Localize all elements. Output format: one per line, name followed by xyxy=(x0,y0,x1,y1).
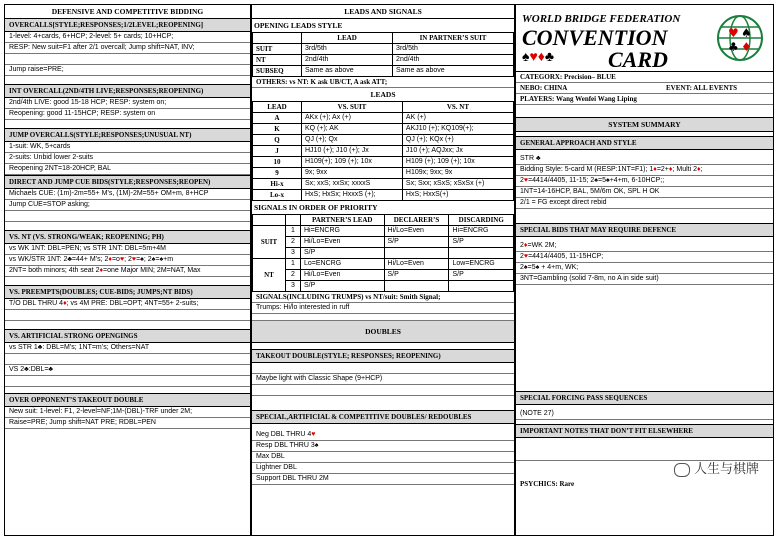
text-line: Maybe light with Classic Shape (9+HCP) xyxy=(252,374,514,385)
int-overcall-lines xyxy=(5,98,250,120)
table-cell: 9 xyxy=(253,168,302,179)
vs-preempts-header: VS. PREEMPTS(DOUBLES; CUE-BIDS; JUMPS;NT BIDS) xyxy=(5,285,250,299)
signal-cell: S/P xyxy=(301,281,385,292)
table-cell: QJ (+); KQx (+) xyxy=(402,135,513,146)
leads-table xyxy=(252,101,514,201)
overcalls-header: OVERCALLS[STYLE;RESPONSES;1/2LEVEL;REOPENING] xyxy=(5,18,250,32)
table-row xyxy=(253,157,514,168)
nbo-event-line xyxy=(516,83,773,94)
table-cell: HJ10 (+); J10 (+); Jx xyxy=(302,146,403,157)
text-line: Jump raise=PRE; xyxy=(5,65,250,76)
text-line: Neg DBL THRU 4♥ xyxy=(252,430,514,441)
signal-cell xyxy=(384,281,449,292)
table-cell: HxS; HxSx; HxxxS (+); xyxy=(302,190,403,201)
table-row xyxy=(253,66,514,77)
col1-title: DEFENSIVE AND COMPETITIVE BIDDING xyxy=(51,7,204,16)
text-line xyxy=(5,376,250,387)
table-cell: KQ (+); AK xyxy=(302,124,403,135)
signal-cell: 3 xyxy=(286,281,301,292)
special-bids-lines xyxy=(516,241,773,285)
card-title: CARD xyxy=(608,47,668,72)
table-cell: H109 (+); 109 (+); 10x xyxy=(402,157,513,168)
table-cell: 2nd/4th xyxy=(393,55,514,66)
sig-head-2: PARTNER’S LEAD xyxy=(301,215,385,226)
table-cell: NT xyxy=(253,55,302,66)
wbf-globe-icon xyxy=(715,13,765,63)
text-line: Max DBL xyxy=(252,452,514,463)
leads-signals-column xyxy=(251,4,515,536)
table-cell: Hi-x xyxy=(253,179,302,190)
jump-overcalls-lines xyxy=(5,142,250,175)
watermark-text: 人生与棋牌 xyxy=(693,462,759,477)
text-line: Reopening: good 11-15HCP; RESP: system on xyxy=(5,109,250,120)
text-line: 2♥=4414/4405, 11-15; 2♠=5♠+4+m, 6-10HCP;; xyxy=(516,176,773,187)
table-cell: 3rd/5th xyxy=(302,44,393,55)
text-line xyxy=(5,354,250,365)
signal-row xyxy=(253,270,514,281)
signals-title: SIGNALS IN ORDER OF PRIORITY xyxy=(254,203,378,212)
table-cell: AKJ10 (+); KQ109(+); xyxy=(402,124,513,135)
sig-head-4: DISCARDING xyxy=(449,215,514,226)
text-line: Reopening 2NT=18-20HCP, BAL xyxy=(5,164,250,175)
table-row xyxy=(253,190,514,201)
signals-including-trumps: SIGNALS(INCLUDING TRUMPS) vs NT/suit: Smith Signal; xyxy=(252,292,514,303)
signal-row xyxy=(253,248,514,259)
text-line: Raise=PRE; Jump shift=NAT PRE; RDBL=PEN xyxy=(5,418,250,429)
table-row xyxy=(253,113,514,124)
nbo-text: NEBO: CHINA xyxy=(520,84,568,92)
text-line: RESP: New suit=F1 after 2/1 overcall; Jump shift=NAT, INV; xyxy=(5,43,250,54)
signal-cell: Lo=ENCRG xyxy=(301,259,385,270)
table-row xyxy=(253,124,514,135)
table-cell: 3rd/5th xyxy=(393,44,514,55)
text-line xyxy=(5,54,250,65)
special-doubles-lines xyxy=(252,430,514,485)
signal-cell: Hi/Lo=Even xyxy=(384,226,449,237)
signal-row xyxy=(253,226,514,237)
watermark xyxy=(516,461,773,479)
text-line: vs STR 1♣: DBL=M’s; 1NT=m’s; Others=NAT xyxy=(5,343,250,354)
table-cell: AK (+) xyxy=(402,113,513,124)
leads-head-1: VS. SUIT xyxy=(302,102,403,113)
text-line: (NOTE 27) xyxy=(516,409,773,420)
table-cell: Same as above xyxy=(302,66,393,77)
signal-row xyxy=(253,237,514,248)
others-line: OTHERS: vs NT: K ask UB/CT, A ask ATT; xyxy=(252,77,514,88)
sig-nt-rows xyxy=(253,259,514,292)
cue-bids-lines xyxy=(5,189,250,222)
signal-group-label: NT xyxy=(253,259,286,292)
signal-cell: Low=ENCRG xyxy=(449,259,514,270)
svg-text:♣: ♣ xyxy=(728,40,739,54)
vs-nt-header: VS. NT (VS. STRONG/WEAK; REOPENING; PH) xyxy=(5,230,250,244)
text-line: VS 2♣:DBL=♣ xyxy=(5,365,250,376)
text-line xyxy=(252,385,514,396)
signal-cell: Hi/Lo=Even xyxy=(301,237,385,248)
table-row xyxy=(253,135,514,146)
text-line: 2/1 = FG except direct rebid xyxy=(516,198,773,209)
psychics-line: PSYCHICS: Rare xyxy=(520,480,575,488)
event-text: EVENT: ALL EVENTS xyxy=(666,84,738,92)
table-row xyxy=(253,55,514,66)
signal-cell: 2 xyxy=(286,237,301,248)
table-row xyxy=(253,179,514,190)
text-line: vs WK/STR 1NT: 2♣=44+ M’s; 2♦=o♥; 2♥=♠; 2♠=♠+m xyxy=(5,255,250,266)
special-bids-header: SPECIAL BIDS THAT MAY REQUIRE DEFENCE xyxy=(516,223,773,237)
text-line xyxy=(252,363,514,374)
text-line: 1-level: 4+cards, 6+HCP; 2-level: 5+ cards; 10+HCP; xyxy=(5,32,250,43)
text-line: New suit: 1-level: F1, 2-level=NF;1M-(DBL)-TRF under 2M; xyxy=(5,407,250,418)
signal-row xyxy=(253,259,514,270)
table-cell: H109(+); 109 (+); 10x xyxy=(302,157,403,168)
signal-cell: 1 xyxy=(286,226,301,237)
col2-title: LEADS AND SIGNALS xyxy=(252,5,514,19)
text-line: Jump CUE=STOP asking; xyxy=(5,200,250,211)
signal-cell: S/P xyxy=(449,237,514,248)
text-line: 2♥=4414/4405, 11-15HCP; xyxy=(516,252,773,263)
table-cell: A xyxy=(253,113,302,124)
text-line: 2NT= both minors; 4th seat 2♦=one Major MIN; 2M=NAT, Max xyxy=(5,266,250,277)
text-line: 3NT=Gambling (solid 7-8m, no A in side suit) xyxy=(516,274,773,285)
forcing-pass-header: SPECIAL FORCING PASS SEQUENCES xyxy=(516,391,773,405)
signal-row xyxy=(253,281,514,292)
players-line: PLAYERS: Wang Wenfei Wang Liping xyxy=(516,94,773,105)
table-cell: SUIT xyxy=(253,44,302,55)
table-cell: SUBSEQ xyxy=(253,66,302,77)
table-row xyxy=(253,168,514,179)
sig-head-0 xyxy=(253,215,286,226)
table-row xyxy=(253,44,514,55)
ols-head-1: LEAD xyxy=(302,33,393,44)
signal-cell: Hi/Lo=Even xyxy=(301,270,385,281)
defensive-bidding-column xyxy=(4,4,251,536)
general-approach-header: GENERAL APPROACH AND STYLE xyxy=(516,136,773,150)
text-line: T/O DBL THRU 4♦; vs 4M PRE: DBL=OPT; 4NT=55+ 2-suits; xyxy=(5,299,250,310)
signal-group-label: SUIT xyxy=(253,226,286,259)
svg-text:♠: ♠ xyxy=(741,26,752,40)
sig-head-3: DECLARER’S xyxy=(384,215,449,226)
system-summary-column xyxy=(515,4,774,536)
takeout-double-header: OVER OPPONENT’S TAKEOUT DOUBLE xyxy=(5,393,250,407)
svg-text:♥: ♥ xyxy=(728,26,739,40)
jump-overcalls-header: JUMP OVERCALLS(STYLE;RESPONSES;UNUSUAL NT) xyxy=(5,128,250,142)
vs-nt-lines xyxy=(5,244,250,277)
text-line: Support DBL THRU 2M xyxy=(252,474,514,485)
text-line: 2♦=WK 2M; xyxy=(516,241,773,252)
vs-preempts-lines xyxy=(5,299,250,321)
opening-leads-table xyxy=(252,32,514,77)
table-cell: Lo-x xyxy=(253,190,302,201)
signal-cell: S/P xyxy=(301,248,385,259)
table-cell: 2nd/4th xyxy=(302,55,393,66)
table-cell: Sx; Sxx; xSxS; xSxSx (+) xyxy=(402,179,513,190)
wbf-logo-area xyxy=(516,5,773,72)
signal-cell: S/P xyxy=(449,270,514,281)
category-line: CATEGORX: Precision– BLUE xyxy=(516,72,773,83)
vs-artificial-header: VS. ARTIFICIAL STRONG OPENGINGS xyxy=(5,329,250,343)
cue-bids-header: DIRECT AND JUMP CUE BIDS(STYLE;RESPONSES;REOPEN) xyxy=(5,175,250,189)
signal-cell: Hi/Lo=Even xyxy=(384,259,449,270)
wbf-title: WORLD BRIDGE FEDERATION xyxy=(522,13,681,25)
leads-title: LEADS xyxy=(370,90,396,99)
vs-artificial-lines xyxy=(5,343,250,387)
table-cell: K xyxy=(253,124,302,135)
table-cell: AKx (+); Ax (+) xyxy=(302,113,403,124)
sig-head-1 xyxy=(286,215,301,226)
overcalls-lines xyxy=(5,32,250,76)
forcing-pass-lines xyxy=(516,409,773,420)
text-line: 1-suit: WK, 5+cards xyxy=(5,142,250,153)
table-cell: QJ (+); Qx xyxy=(302,135,403,146)
takeout-double-lines xyxy=(5,407,250,429)
text-line: 2♠=5♠ + 4+m, WK; xyxy=(516,263,773,274)
opening-leads-title: OPENING LEADS STYLE xyxy=(254,21,343,30)
text-line: Bidding Style: 5-card M (RESP:1NT=F1); 1♦=2+♦; Multi 2♦; xyxy=(516,165,773,176)
signals-table xyxy=(252,214,514,292)
text-line: vs WK 1NT: DBL=PEN; vs STR 1NT: DBL=5m+4M xyxy=(5,244,250,255)
convention-title: CONVENTION xyxy=(522,25,668,50)
signal-cell: 1 xyxy=(286,259,301,270)
signal-cell: 3 xyxy=(286,248,301,259)
table-row xyxy=(253,146,514,157)
table-cell: Sx; xxS; xxSx; xxxxS xyxy=(302,179,403,190)
text-line: STR ♣ xyxy=(516,154,773,165)
important-notes-header: IMPORTANT NOTES THAT DON’T FIT ELSEWHERE xyxy=(516,424,773,438)
leads-rows xyxy=(253,113,514,201)
signal-cell: 2 xyxy=(286,270,301,281)
sig-suit-rows xyxy=(253,226,514,259)
special-doubles-header: SPECIAL,ARTIFICIAL & COMPETITIVE DOUBLES/ REDOUBLES xyxy=(252,410,514,424)
text-line: Resp DBL THRU 3♠ xyxy=(252,441,514,452)
table-cell: J xyxy=(253,146,302,157)
signal-cell xyxy=(449,281,514,292)
signal-cell: Hi=ENCRG xyxy=(449,226,514,237)
table-cell: 10 xyxy=(253,157,302,168)
suit-symbols: ♠♥♦♣ xyxy=(522,50,555,65)
table-cell: HxS; HxxS(+) xyxy=(402,190,513,201)
text-line: 1NT=14-16HCP, BAL, 5M/6m OK, SPL H OK xyxy=(516,187,773,198)
general-approach-lines xyxy=(516,154,773,209)
text-line: Michaels CUE: (1m)-2m=55+ M’s, (1M)-2M=55+ OM+m, 8+HCP xyxy=(5,189,250,200)
signal-cell: S/P xyxy=(384,237,449,248)
signal-cell xyxy=(384,248,449,259)
text-line: 2-suits: Unbid lower 2-suits xyxy=(5,153,250,164)
table-cell: J10 (+); AQJxx; Jx xyxy=(402,146,513,157)
text-line: Lightner DBL xyxy=(252,463,514,474)
text-line xyxy=(5,310,250,321)
int-overcall-header: INT OVERCALL(2ND/4TH LIVE;RESPONSES;REOPENING) xyxy=(5,84,250,98)
leads-head-0: LEAD xyxy=(253,102,302,113)
ols-rows xyxy=(253,44,514,77)
ols-head-2: IN PARTNER’S SUIT xyxy=(393,33,514,44)
table-cell: H109x; 9xx; 9x xyxy=(402,168,513,179)
signal-cell: Hi=ENCRG xyxy=(301,226,385,237)
svg-text:♦: ♦ xyxy=(741,40,752,54)
trumps-line: Trumps: Hi/lo interested in ruff xyxy=(252,303,514,314)
wechat-icon xyxy=(674,463,690,477)
text-line: 2nd/4th LIVE: good 15-18 HCP; RESP: system on; xyxy=(5,98,250,109)
signal-cell: S/P xyxy=(384,270,449,281)
table-cell: Same as above xyxy=(393,66,514,77)
system-summary-title: SYSTEM SUMMARY xyxy=(516,117,773,132)
table-cell: Q xyxy=(253,135,302,146)
text-line xyxy=(5,211,250,222)
doubles-title: DOUBLES xyxy=(252,321,514,343)
ols-head-0 xyxy=(253,33,302,44)
takeout-double-style-lines xyxy=(252,363,514,396)
takeout-double-style-header: TAKEOUT DOUBLE(STYLE; RESPONSES; REOPENING) xyxy=(252,349,514,363)
leads-head-2: VS. NT xyxy=(402,102,513,113)
signal-cell xyxy=(449,248,514,259)
table-cell: 9x; 9xx xyxy=(302,168,403,179)
